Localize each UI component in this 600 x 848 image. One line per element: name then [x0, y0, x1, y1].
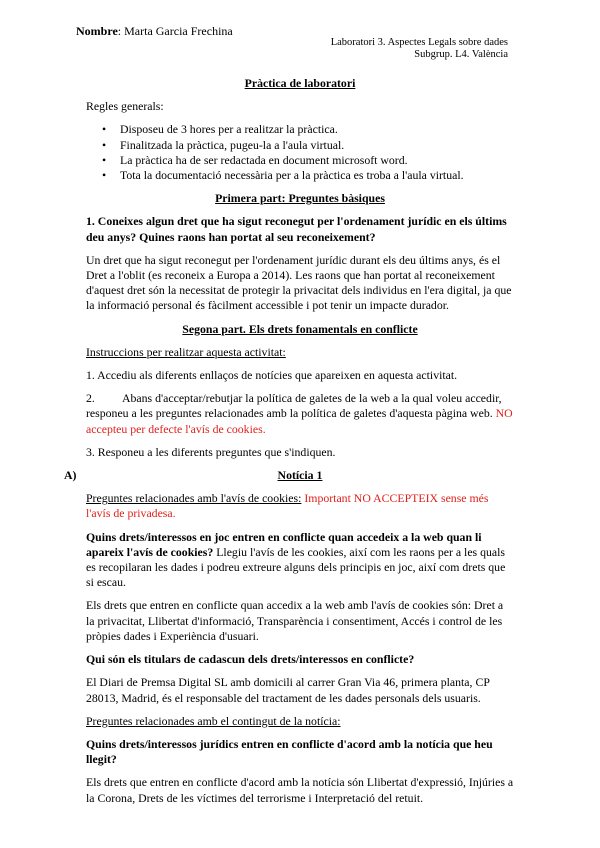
question-1: 1. Coneixes algun dret que ha sigut reconegut per l'ordenament jurídic en els últims deu anys? Quines raons han portat al seu reconeixement? — [86, 214, 507, 244]
document-body — [64, 76, 514, 814]
header-lab-info — [308, 37, 508, 61]
cookies-warning: Important NO ACCEPTEIX sense més l'avís de privadesa. — [86, 491, 489, 521]
part2-title: Segona part. Els drets fonamentals en conflicte — [182, 321, 418, 336]
question-4: Quins drets/interessos jurídics entren en conflicte d'acord amb la notícia que heu llegit? — [86, 736, 493, 767]
part1-title: Primera part: Preguntes bàsiques — [215, 191, 385, 206]
question-2 — [86, 530, 514, 591]
rules-list — [86, 122, 514, 183]
content-questions-heading: Preguntes relacionades amb el contingut de la notícia: — [86, 713, 341, 728]
cookies-heading-text: Preguntes relacionades amb l'avís de cookies: — [86, 491, 302, 506]
answer-1: Un dret que ha sigut reconegut per l'ordenament jurídic durant els deu últims anys, és el Dret a l'oblit (es reconeix a Europa a 2014). Les raons que han portat al reconeixement d'aquest dret són la necessitat de protegir la privacitat dels individus en l'era digital, ja que la informació personal és fàcilment accessible i pot tenir un impacte durador. — [86, 252, 512, 313]
question-2-rest: Llegiu l'avís de les cookies, així com les raons per a les quals es recopilaran les dades i podreu extreure alguns dels principis en joc, així com drets que si escau. — [86, 544, 506, 590]
news-section-header — [64, 468, 514, 483]
general-rules-heading: Regles generals: — [86, 99, 164, 114]
doc-title: Pràctica de laboratori — [244, 76, 356, 90]
answer-3: El Diari de Premsa Digital SL amb domicili al carrer Gran Via 46, primera planta, CP 28013, Madrid, és el responsable del tractament de les dades personals dels usuaris. — [86, 675, 490, 705]
step-2 — [86, 391, 514, 437]
question-2-bold: Quins drets/interessos en joc entren en conflicte quan accedeix a la web quan li apareix l'avís de cookies? — [86, 529, 482, 559]
name-label: Nombre — [76, 24, 118, 38]
section-letter: A) — [64, 468, 77, 483]
step-1: 1. Accediu als diferents enllaços de notícies que apareixen en aquesta activitat. — [86, 368, 458, 383]
news-title: Notícia 1 — [277, 468, 323, 483]
cookies-questions-heading — [86, 491, 514, 521]
step-2-number: 2. — [86, 391, 95, 406]
step-2-warning: NO accepteu per defecte l'avís de cookies. — [86, 406, 513, 436]
answer-4: Els drets que entren en conflicte d'acord amb la notícia són Llibertat d'expressió, Injúries a la Corona, Drets de les víctimes del terrorisme i Interpretació del retuit. — [86, 775, 514, 805]
step-3: 3. Responeu a les diferents preguntes que s'indiquen. — [86, 444, 336, 459]
step-2-text: Abans d'acceptar/rebutjar la política de galetes de la web a la qual voleu accedir, responeu a les preguntes relacionades amb la política de galetes d'aquesta pàgina web. — [86, 391, 502, 421]
subgroup: Subgrup. L4. València — [414, 49, 508, 60]
instructions-heading: Instruccions per realitzar aquesta activitat: — [86, 344, 286, 359]
rule-item: • Finalitzada la pràctica, pugeu-la a l'aula virtual. — [120, 138, 514, 153]
student-name — [76, 24, 233, 39]
question-3: Qui són els titulars de cadascun dels drets/interessos en conflicte? — [86, 652, 415, 667]
rule-item: • Disposeu de 3 hores per a realitzar la pràctica. — [120, 122, 514, 137]
rule-item: • La pràctica ha de ser redactada en document microsoft word. — [120, 153, 514, 168]
lab-title: Laboratori 3. Aspectes Legals sobre dades — [330, 37, 508, 48]
rule-item: • Tota la documentació necessària per a la pràctica es troba a l'aula virtual. — [120, 168, 514, 183]
name-value: : Marta Garcia Frechina — [117, 24, 233, 38]
answer-2: Els drets que entren en conflicte quan accedix a la web amb l'avís de cookies són: Dret a la privacitat, Llibertat d'informació, Transparència i consentiment, Accés i control de les pròpies dades i Experiència d'usuari. — [86, 598, 504, 643]
